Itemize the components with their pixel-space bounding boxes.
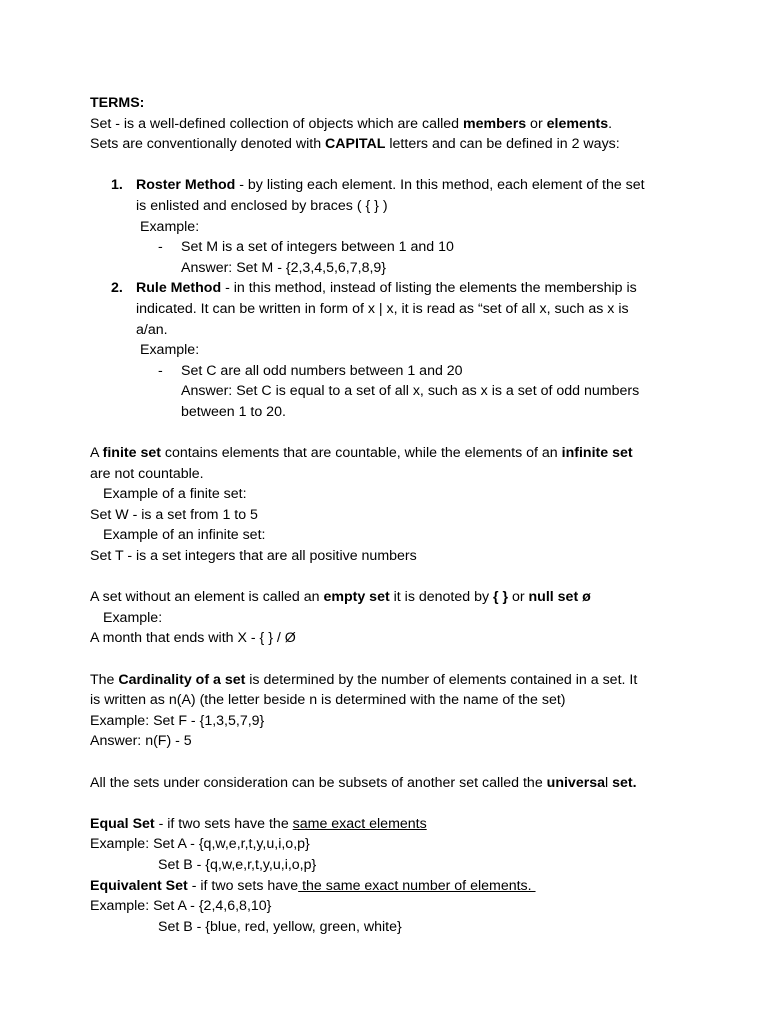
equivalent-set-example-b: Set B - {blue, red, yellow, green, white} <box>158 918 402 935</box>
infinite-example: Set T - is a set integers that are all positive numbers <box>90 548 417 565</box>
rule-example: - Set C are all odd numbers between 1 and 20 Answer: Set C is equal to a set of all x, such as x is a set of odd numbers between 1 to 20. <box>158 362 640 420</box>
roster-method-item: 1. Roster Method - by listing each element. In this method, each element of the set is enlisted and enclosed by braces ( { } ) <box>111 177 645 214</box>
universal-set-paragraph: All the sets under consideration can be subsets of another set called the universal set. <box>90 774 637 791</box>
finite-example: Set W - is a set from 1 to 5 <box>90 506 258 523</box>
example-label: Example: <box>103 609 163 626</box>
equal-set-title: Equal Set <box>90 815 155 832</box>
equal-set-definition: Equal Set - if two sets have the same exact elements <box>90 815 427 832</box>
rule-method-item: 2. Rule Method - in this method, instead of listing the elements the membership is indicated. It can be written in form of x | x, it is read as “set of all x, such as x is a/an. <box>111 280 637 338</box>
cardinality-example: Example: Set F - {1,3,5,7,9} <box>90 712 265 729</box>
list-number: 1. <box>111 177 123 194</box>
empty-set-example: A month that ends with X - { } / Ø <box>90 630 296 647</box>
set-definition: Set - is a well-defined collection of objects which are called members or elements. <box>90 115 613 132</box>
example-label: Example of a finite set: <box>103 486 247 503</box>
equal-set-example-a: Example: Set A - {q,w,e,r,t,y,u,i,o,p} <box>90 836 310 853</box>
finite-set-paragraph: A finite set contains elements that are countable, while the elements of an infinite set <box>90 445 633 462</box>
roster-example: - Set M is a set of integers between 1 and 10 Answer: Set M - {2,3,4,5,6,7,8,9} <box>158 239 454 276</box>
empty-set-paragraph: A set without an element is called an empty set it is denoted by { } or null set ø <box>90 589 591 606</box>
equivalent-set-definition: Equivalent Set - if two sets have the same exact number of elements. <box>90 877 536 894</box>
example-label: Example: <box>140 342 200 359</box>
rule-method-title: Rule Method <box>136 280 222 297</box>
roster-method-title: Roster Method <box>136 177 236 194</box>
equivalent-set-title: Equivalent Set <box>90 877 188 894</box>
dash-bullet: - <box>158 362 163 379</box>
equivalent-set-example-a: Example: Set A - {2,4,6,8,10} <box>90 898 272 915</box>
terms-heading: TERMS: <box>90 95 145 111</box>
cardinality-answer: Answer: n(F) - 5 <box>90 733 192 750</box>
example-label: Example of an infinite set: <box>103 527 266 544</box>
example-label: Example: <box>140 218 200 235</box>
document-body: TERMS: Set - is a well-defined collection of objects which are called members or elements. Sets are conventionally denoted with CAPITAL letters and can be defined in 2 ways: 1. Roster Method - by listing each element. In this method, each element of the set is enlisted and enclosed by braces ( { } ) Example: - Set M is a set of integers between 1 and 10 Answer: Set M - {2,3,4,5,6,7,8,9} 2. Rule Method - in this method, instead of listing the elements the membership is indicated. It can be written in form of x | x, it is read as “set of all x, such as x is a/an. Example: - Set C are all odd numbers between 1 and 20 Answer: Set C is equal to a set of all x, such as x is a set of odd numbers between 1 to 20. A finite set contains elements that are countable, while the elements of an infinite set are not countable. Example of a finite set: Set W - is a set from 1 to 5 Example of an infinite set: Set T - is a set integers that are all positive numbers A set without an element is called an empty set it is denoted by { } or null set ø Example: A month that ends with X - { } / Ø The Cardinality of a set is determined by the number of elements contained in a set. It is written as n(A) (the letter beside n is determined with the name of the set) Example: Set F - {1,3,5,7,9} Answer: n(F) - 5 All the sets under consideration can be subsets of another set called the universal set. Equal Set - if two sets have the same exact elements Example: Set A - {q,w,e,r,t,y,u,i,o,p} Set B - {q,w,e,r,t,y,u,i,o,p} Equivalent Set - if two sets have the same exact number of elements. Example: Set A - {2,4,6,8,10} Set B - {blue, red, yellow, green, white} <box>90 93 690 937</box>
cardinality-paragraph: The Cardinality of a set is determined by the number of elements contained in a set. It <box>90 671 638 688</box>
set-notation: Sets are conventionally denoted with CAPITAL letters and can be defined in 2 ways: <box>90 136 620 153</box>
equal-set-example-b: Set B - {q,w,e,r,t,y,u,i,o,p} <box>158 856 317 873</box>
list-number: 2. <box>111 280 123 297</box>
dash-bullet: - <box>158 239 163 256</box>
